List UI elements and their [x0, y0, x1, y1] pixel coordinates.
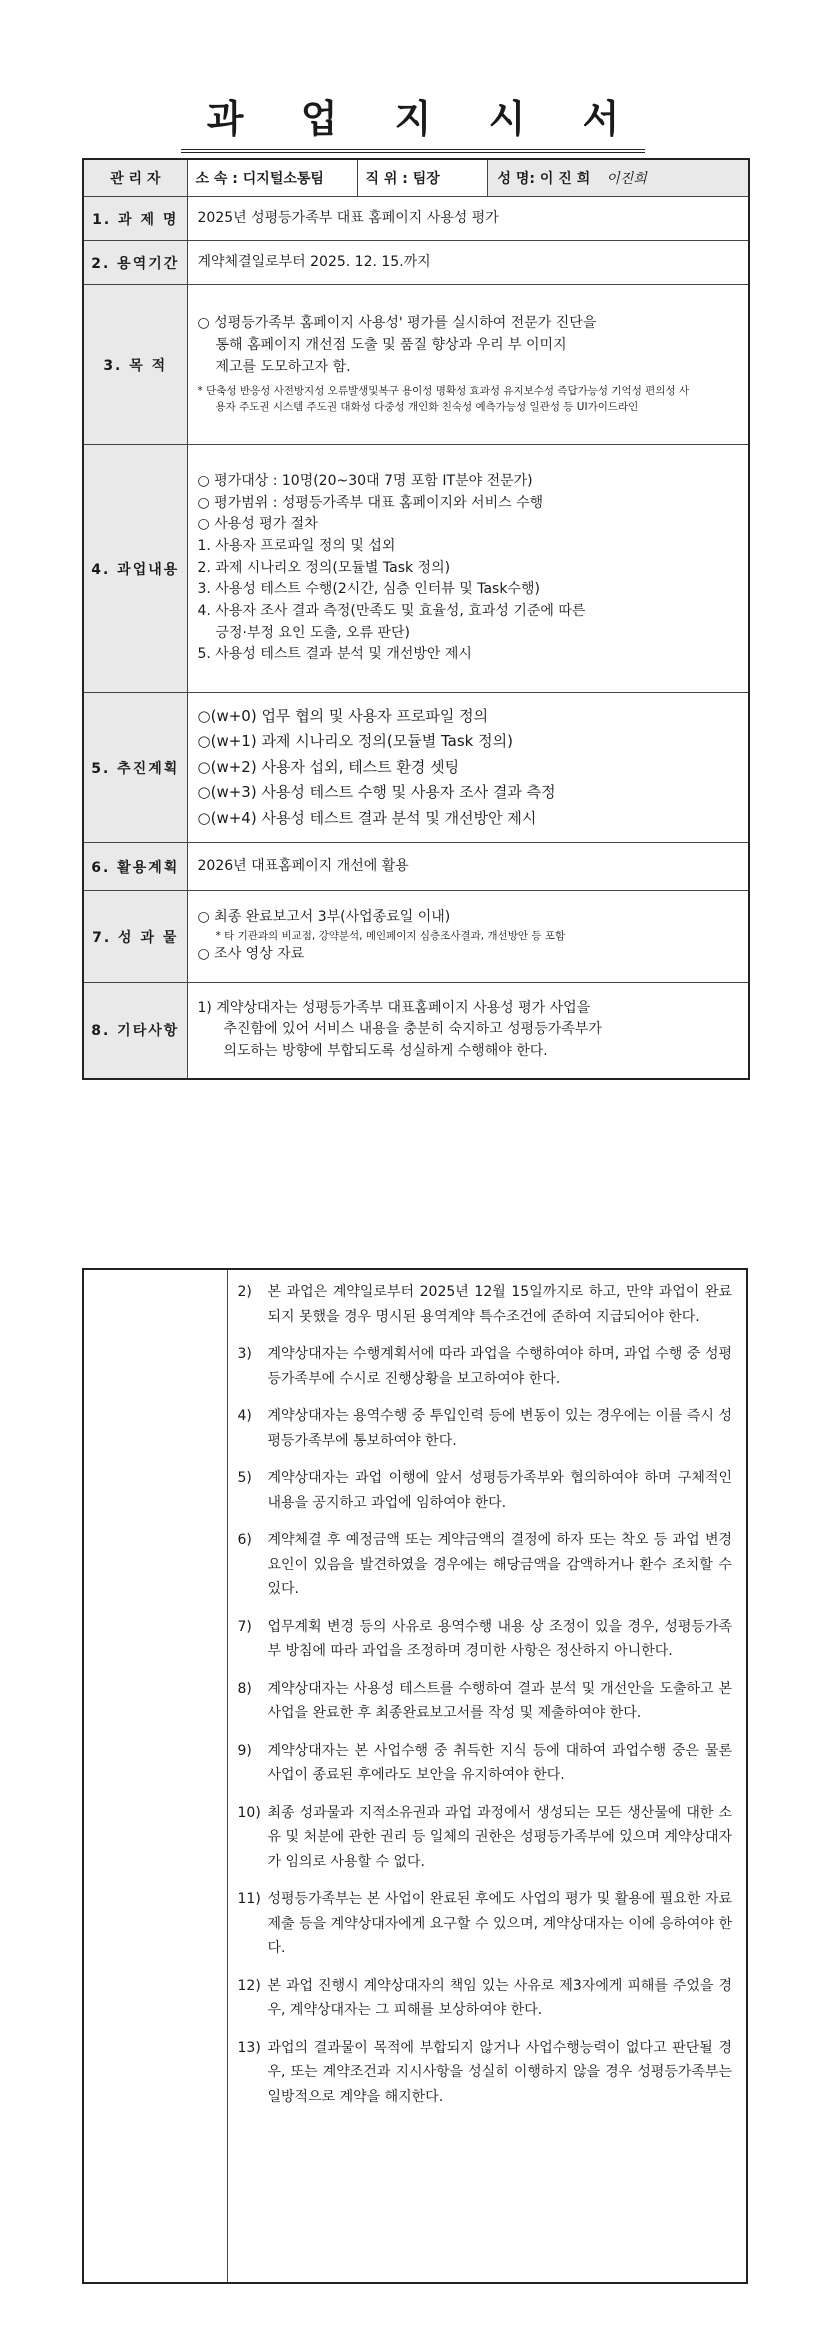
schedule-line: ○(w+4) 사용성 테스트 결과 분석 및 개선방안 제시	[197, 808, 537, 827]
note-number: 4)	[237, 1408, 252, 1424]
note-text: 계약상대자는 용역수행 중 투입인력 등에 변동이 있는 경우에는 이를 즉시 성평등가족부에 통보하여야 한다.	[267, 1408, 732, 1449]
note-number: 13)	[237, 2039, 261, 2056]
note-number: 5)	[237, 1470, 252, 1486]
note-item	[238, 1528, 733, 1602]
deliverable-note: * 타 기관과의 비교점, 강약분석, 메인페이지 심층조사결과, 개선방안 등 포함	[215, 929, 566, 942]
note-text: 업무계획 변경 등의 사유로 용역수행 내용 상 조정이 있을 경우, 성평등가족부 방침에 따라 과업을 조정하며 경미한 사항은 정산하지 아니한다.	[267, 1618, 732, 1659]
note-number: 12)	[237, 1977, 261, 1994]
note-number: 10)	[237, 1804, 261, 1821]
note-text: 최종 성과물과 지적소유권과 과업 과정에서 생성되는 모든 생산물에 대한 소유 및 처분에 관한 권리 등 일체의 권한은 성평등가족부에 있으며 계약상대자가 임의로 사용할 수 없다.	[267, 1804, 732, 1870]
row-period	[83, 241, 749, 285]
note-item	[238, 1615, 733, 1664]
department: 소 속 : 디지털소통팀	[187, 159, 357, 197]
manager-label: 관 리 자	[83, 159, 187, 197]
note-text: 성평등가족부는 본 사업이 완료된 후에도 사업의 평가 및 활용에 필요한 자료 제출 등을 계약상대자에게 요구할 수 있으며, 계약상대자는 이에 응하여야 한다.	[267, 1891, 732, 1956]
name-cell	[487, 159, 749, 197]
scope-line: ○ 사용성 평가 절차	[197, 516, 318, 533]
label-project-name: 1. 과 제 명	[83, 197, 187, 241]
remarks-continued	[227, 1269, 747, 2283]
label-utilization: 6. 활용계획	[83, 843, 187, 891]
scope	[187, 445, 749, 693]
row-utilization	[83, 843, 749, 891]
row-schedule	[83, 693, 749, 843]
remarks	[187, 983, 749, 1079]
empty-label-cell	[83, 1269, 227, 2283]
schedule	[187, 693, 749, 843]
remarks-line: 추진함에 있어 서비스 내용을 충분히 숙지하고 성평등가족부가	[223, 1021, 602, 1038]
note-item	[238, 1466, 733, 1515]
note-item	[238, 1677, 733, 1726]
signature: 이진희	[606, 171, 647, 187]
schedule-line: ○(w+0) 업무 협의 및 사용자 프로파일 정의	[197, 706, 489, 725]
note-number: 6)	[237, 1532, 252, 1548]
note-number: 2)	[237, 1284, 252, 1300]
manager-name: 성 명: 이 진 희	[497, 171, 591, 187]
row-deliverables	[83, 891, 749, 983]
utilization-text: 2026년 대표홈페이지 개선에 활용	[197, 857, 409, 874]
scope-line: 긍정·부정 요인 도출, 오류 판단)	[215, 624, 410, 641]
note-item	[238, 1974, 733, 2023]
purpose	[187, 285, 749, 445]
period	[187, 241, 749, 285]
label-scope: 4. 과업내용	[83, 445, 187, 693]
label-schedule: 5. 추진계획	[83, 693, 187, 843]
schedule-line: ○(w+3) 사용성 테스트 수행 및 사용자 조사 결과 측정	[197, 783, 556, 802]
remarks-continued-table	[82, 1268, 748, 2284]
position: 직 위 : 팀장	[357, 159, 487, 197]
row-project-name	[83, 197, 749, 241]
purpose-note: * 단축성 반응성 사전방지성 오류발생및복구 용이성 명확성 효과성 유지보수성 즉답가능성 기억성 편의성 사	[197, 385, 690, 398]
scope-line: ○ 평가대상 : 10명(20~30대 7명 포함 IT분야 전문가)	[197, 472, 533, 489]
scope-line: ○ 평가범위 : 성평등가족부 대표 홈페이지와 서비스 수행	[197, 494, 544, 511]
purpose-note: 용자 주도권 시스템 주도권 대화성 다중성 개인화 친숙성 예측가능성 일관성 등 UI가이드라인	[215, 401, 639, 414]
note-text: 계약체결 후 예정금액 또는 계약금액의 결정에 하자 또는 착오 등 과업 변경요인이 있음을 발견하였을 경우에는 해당금액을 감액하거나 환수 조치할 수 있다.	[267, 1532, 732, 1597]
row-remarks-continued	[83, 1269, 747, 2283]
note-item	[238, 1404, 733, 1453]
label-remarks: 8. 기타사항	[83, 983, 187, 1079]
purpose-line: 제고를 도모하고자 함.	[215, 358, 351, 375]
deliverable-line: ○ 조사 영상 자료	[197, 946, 305, 963]
note-item	[238, 1342, 733, 1391]
note-text: 계약상대자는 사용성 테스트를 수행하여 결과 분석 및 개선안을 도출하고 본 사업을 완료한 후 최종완료보고서를 작성 및 제출하여야 한다.	[267, 1680, 732, 1721]
label-period: 2. 용역기간	[83, 241, 187, 285]
project-name-text: 2025년 성평등가족부 대표 홈페이지 사용성 평가	[197, 209, 499, 226]
label-deliverables: 7. 성 과 물	[83, 891, 187, 983]
note-number: 11)	[237, 1891, 261, 1907]
row-remarks	[83, 983, 749, 1079]
scope-line: 5. 사용성 테스트 결과 분석 및 개선방안 제시	[197, 646, 472, 663]
task-order-table	[82, 158, 750, 1080]
note-item	[238, 1801, 733, 1875]
note-item	[238, 1280, 733, 1329]
row-scope	[83, 445, 749, 693]
note-number: 8)	[237, 1680, 252, 1697]
note-number: 7)	[237, 1618, 252, 1635]
remarks-line: 의도하는 방향에 부합되도록 성실하게 수행해야 한다.	[223, 1043, 548, 1060]
document-title: 과 업 지 시 서	[181, 88, 645, 153]
title-block	[0, 88, 826, 153]
scope-line: 1. 사용자 프로파일 정의 및 섭외	[197, 537, 396, 554]
note-text: 본 과업 진행시 계약상대자의 책임 있는 사유로 제3자에게 피해를 주었을 경우, 계약상대자는 그 피해를 보상하여야 한다.	[267, 1977, 732, 2018]
project-name	[187, 197, 749, 241]
scope-line: 2. 과제 시나리오 정의(모듈별 Task 정의)	[197, 559, 451, 576]
schedule-line: ○(w+2) 사용자 섭외, 테스트 환경 셋팅	[197, 757, 460, 776]
note-text: 계약상대자는 과업 이행에 앞서 성평등가족부와 협의하여야 하며 구체적인 내용을 공지하고 과업에 임하여야 한다.	[267, 1470, 732, 1511]
scope-line: 3. 사용성 테스트 수행(2시간, 심층 인터뷰 및 Task수행)	[197, 581, 540, 598]
label-purpose: 3. 목 적	[83, 285, 187, 445]
note-number: 3)	[237, 1346, 252, 1362]
purpose-line: ○ 성평등가족부 홈페이지 사용성' 평가를 실시하여 전문가 진단을	[197, 315, 597, 332]
remarks-line: 1) 계약상대자는 성평등가족부 대표홈페이지 사용성 평가 사업을	[197, 999, 591, 1016]
scope-line: 4. 사용자 조사 결과 측정(만족도 및 효율성, 효과성 기준에 따른	[197, 603, 586, 620]
note-text: 과업의 결과물이 목적에 부합되지 않거나 사업수행능력이 없다고 판단될 경우, 또는 계약조건과 지시사항을 성실히 이행하지 않을 경우 성평등가족부는 일방적으로 계약을 해지한다.	[267, 2039, 732, 2105]
deliverables	[187, 891, 749, 983]
note-text: 계약상대자는 수행계획서에 따라 과업을 수행하여야 하며, 과업 수행 중 성평등가족부에 수시로 진행상황을 보고하여야 한다.	[267, 1346, 732, 1387]
row-purpose	[83, 285, 749, 445]
utilization	[187, 843, 749, 891]
note-number: 9)	[237, 1742, 252, 1759]
purpose-line: 통해 홈페이지 개선점 도출 및 품질 향상과 우리 부 이미지	[215, 336, 567, 353]
note-item	[238, 2036, 733, 2110]
deliverable-line: ○ 최종 완료보고서 3부(사업종료일 이내)	[197, 908, 451, 925]
manager-row	[83, 159, 749, 197]
note-text: 본 과업은 계약일로부터 2025년 12월 15일까지로 하고, 만약 과업이 완료되지 못했을 경우 명시된 용역계약 특수조건에 준하여 지급되어야 한다.	[267, 1284, 732, 1325]
schedule-line: ○(w+1) 과제 시나리오 정의(모듈별 Task 정의)	[197, 732, 513, 751]
note-item	[238, 1887, 733, 1961]
note-item	[238, 1739, 733, 1788]
period-text: 계약체결일로부터 2025. 12. 15.까지	[197, 253, 431, 270]
note-text: 계약상대자는 본 사업수행 중 취득한 지식 등에 대하여 과업수행 중은 물론 사업이 종료된 후에라도 보안을 유지하여야 한다.	[267, 1742, 732, 1783]
